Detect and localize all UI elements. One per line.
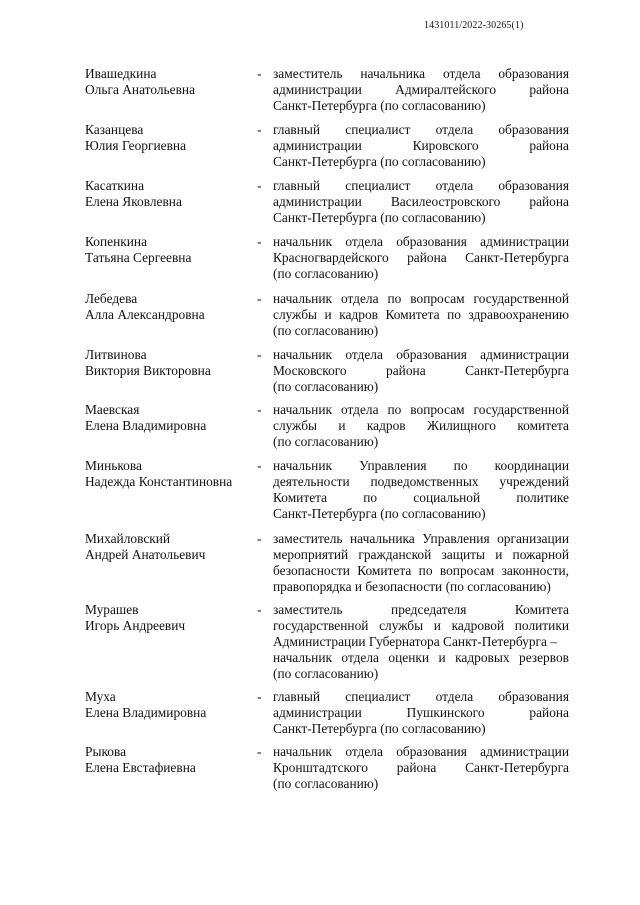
member-given-names: Виктория Викторовна	[85, 363, 211, 378]
member-name	[85, 531, 253, 563]
role-line: администрации Василеостровского района	[273, 194, 569, 209]
member-name	[85, 458, 253, 490]
role-line: начальник отдела по вопросам государственной	[273, 291, 569, 306]
role-line: начальник Управления по координации	[273, 458, 569, 473]
member-name	[85, 402, 253, 434]
member-surname: Касаткина	[85, 178, 145, 193]
member-given-names: Елена Владимировна	[85, 705, 207, 720]
member-given-names: Ольга Анатольевна	[85, 82, 196, 97]
member-name	[85, 122, 253, 154]
role-line: (по согласованию)	[273, 434, 379, 449]
member-given-names: Надежда Константиновна	[85, 474, 233, 489]
separator-dash: -	[257, 347, 262, 362]
role-line: Администрации Губернатора Санкт-Петербурга –	[273, 634, 558, 649]
role-line: Санкт-Петербурга (по согласованию)	[273, 210, 486, 225]
role-line: (по согласованию)	[273, 266, 379, 281]
role-line: главный специалист отдела образования	[273, 689, 569, 704]
separator-dash: -	[257, 234, 262, 249]
role-line: Кронштадтского района Санкт-Петербурга	[273, 760, 569, 775]
role-line: начальник отдела образования администрации	[273, 744, 569, 759]
role-line: (по согласованию)	[273, 776, 379, 791]
member-surname: Маевская	[85, 402, 140, 417]
role-line: администрации Адмиралтейского района	[273, 82, 569, 97]
member-role	[273, 234, 569, 282]
separator-dash: -	[257, 531, 262, 546]
role-line: администрации Пушкинского района	[273, 705, 569, 720]
role-line: администрации Кировского района	[273, 138, 569, 153]
member-given-names: Алла Александровна	[85, 307, 205, 322]
member-name	[85, 602, 253, 634]
separator-dash: -	[257, 178, 262, 193]
member-role	[273, 531, 569, 595]
role-line: государственной службы и кадровой политики	[273, 618, 569, 633]
member-surname: Лебедева	[85, 291, 138, 306]
member-surname: Рыкова	[85, 744, 127, 759]
member-role	[273, 402, 569, 450]
separator-dash: -	[257, 744, 262, 759]
separator-dash: -	[257, 66, 262, 81]
member-given-names: Елена Владимировна	[85, 418, 207, 433]
member-role	[273, 689, 569, 737]
member-role	[273, 291, 569, 339]
separator-dash: -	[257, 602, 262, 617]
member-name	[85, 689, 253, 721]
separator-dash: -	[257, 689, 262, 704]
member-name	[85, 66, 253, 98]
member-given-names: Юлия Георгиевна	[85, 138, 187, 153]
role-line: начальник отдела по вопросам государственной	[273, 402, 569, 417]
member-role	[273, 122, 569, 170]
member-name	[85, 347, 253, 379]
member-role	[273, 602, 569, 682]
role-line: (по согласованию)	[273, 379, 379, 394]
role-line: Красногвардейского района Санкт-Петербурга	[273, 250, 569, 265]
role-line: начальник отдела оценки и кадровых резервов	[273, 650, 569, 665]
member-surname: Копенкина	[85, 234, 148, 249]
role-line: главный специалист отдела образования	[273, 122, 569, 137]
member-surname: Мурашев	[85, 602, 139, 617]
role-line: (по согласованию)	[273, 666, 379, 681]
member-surname: Минькова	[85, 458, 142, 473]
member-given-names: Игорь Андреевич	[85, 618, 186, 633]
role-line: Московского района Санкт-Петербурга	[273, 363, 569, 378]
separator-dash: -	[257, 291, 262, 306]
role-line: Санкт-Петербурга (по согласованию)	[273, 506, 486, 521]
role-line: начальник отдела образования администрации	[273, 347, 569, 362]
role-line: главный специалист отдела образования	[273, 178, 569, 193]
member-role	[273, 66, 569, 114]
member-given-names: Татьяна Сергеевна	[85, 250, 192, 265]
role-line: Санкт-Петербурга (по согласованию)	[273, 98, 486, 113]
member-surname: Муха	[85, 689, 116, 704]
member-name	[85, 291, 253, 323]
member-surname: Михайловский	[85, 531, 171, 546]
member-surname: Литвинова	[85, 347, 147, 362]
role-line: начальник отдела образования администрации	[273, 234, 569, 249]
separator-dash: -	[257, 122, 262, 137]
role-line: мероприятий гражданской защиты и пожарной	[273, 547, 569, 562]
member-name	[85, 234, 253, 266]
separator-dash: -	[257, 402, 262, 417]
member-name	[85, 178, 253, 210]
role-line: (по согласованию)	[273, 323, 379, 338]
role-line: Комитета по социальной политике	[273, 490, 569, 505]
member-surname: Казанцева	[85, 122, 144, 137]
member-given-names: Андрей Анатольевич	[85, 547, 206, 562]
member-role	[273, 744, 569, 792]
role-line: службы и кадров Комитета по здравоохранению	[273, 307, 569, 322]
member-role	[273, 347, 569, 395]
member-surname: Ивашедкина	[85, 66, 157, 81]
member-role	[273, 458, 569, 522]
document-number: 1431011/2022-30265(1)	[424, 20, 524, 31]
role-line: заместитель начальника отдела образования	[273, 66, 569, 81]
role-line: правопорядка и безопасности (по согласованию)	[273, 579, 551, 594]
separator-dash: -	[257, 458, 262, 473]
role-line: Санкт-Петербурга (по согласованию)	[273, 721, 486, 736]
member-given-names: Елена Яковлевна	[85, 194, 182, 209]
role-line: деятельности подведомственных учреждений	[273, 474, 569, 489]
member-role	[273, 178, 569, 226]
role-line: службы и кадров Жилищного комитета	[273, 418, 569, 433]
role-line: заместитель начальника Управления организации	[273, 531, 569, 546]
role-line: заместитель председателя Комитета	[273, 602, 569, 617]
role-line: безопасности Комитета по вопросам законности,	[273, 563, 569, 578]
role-line: Санкт-Петербурга (по согласованию)	[273, 154, 486, 169]
member-name	[85, 744, 253, 776]
member-given-names: Елена Евстафиевна	[85, 760, 196, 775]
